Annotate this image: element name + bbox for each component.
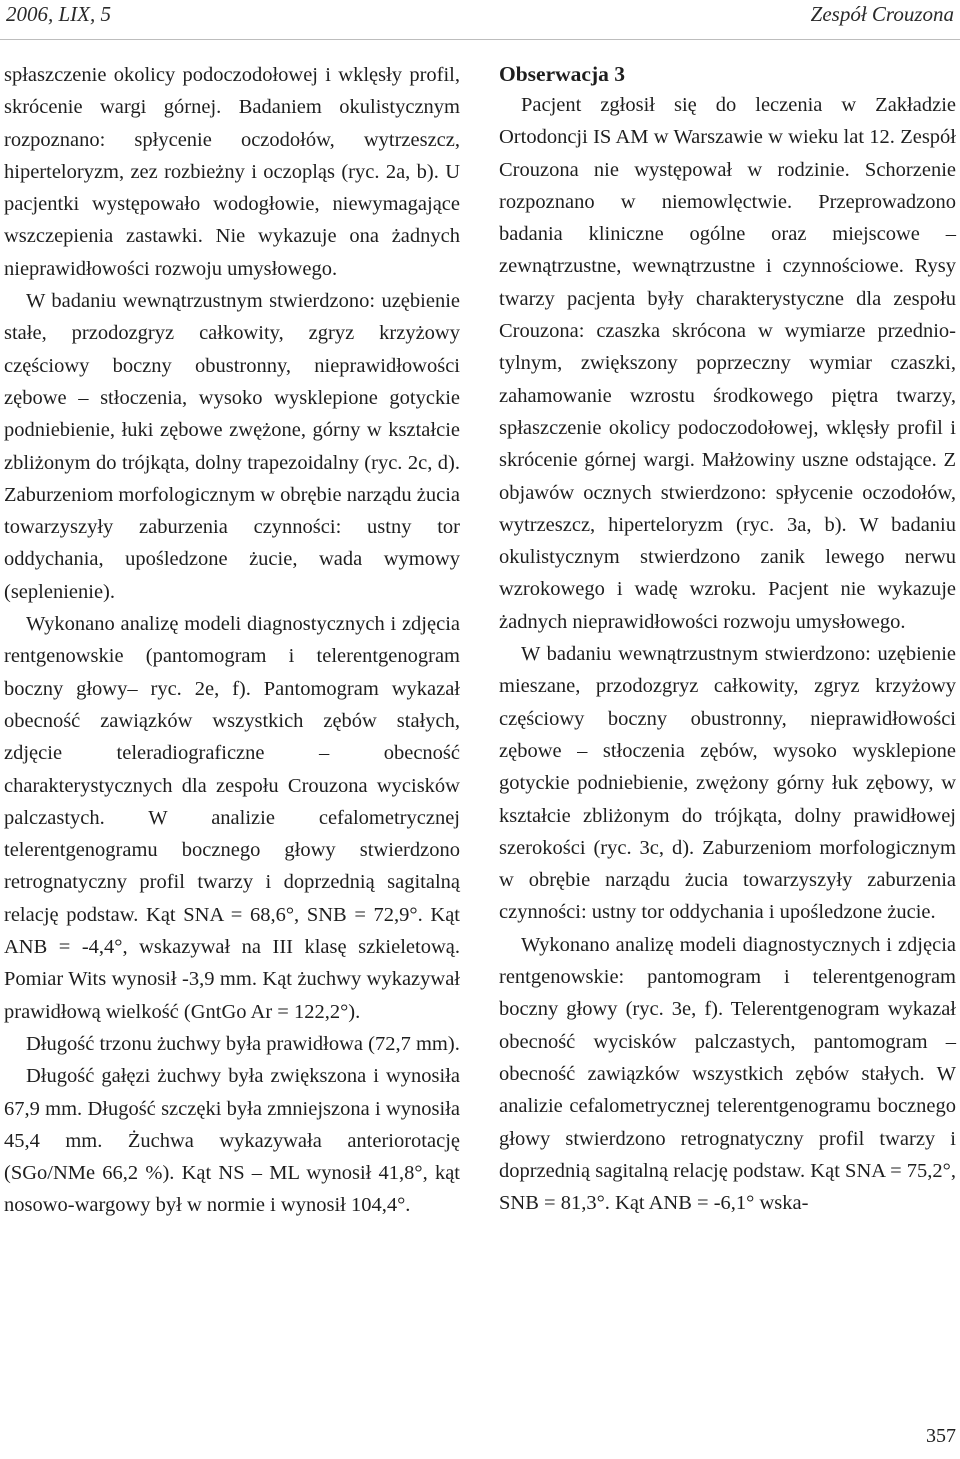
article-running-title: Zespół Crouzona [810, 2, 954, 26]
running-head [0, 0, 960, 40]
page-number: 357 [926, 1425, 956, 1447]
journal-issue: 2006, LIX, 5 [6, 2, 111, 26]
paragraph: Wykonano analizę modeli diagnostycznych i zdjęcia rentgenowskie (pantomogram i telerentgenogram boczny głowy– ryc. 2e, f). Pantomogram wykazał obecność zawiązków wszystkich zębów stałych, zdjęcie teleradiograficzne – obecność charakterystycznych dla zespołu Crouzona wycisków palczastych. W analizie cefalometrycznej telerentgenogramu bocznego głowy stwierdzono retrognatyczny profil twarzy i doprzednią sagitalną relację podstaw. Kąt SNA = 68,6°, SNB = 72,9°. Kąt ANB = -4,4°, wskazywał na III klasę szkieletową. Pomiar Wits wynosił -3,9 mm. Kąt żuchwy wykazywał prawidłową wielkość (GntGo Ar = 122,2°). [4, 613, 460, 1023]
section-heading: Obserwacja 3 [499, 62, 625, 86]
paragraph: Długość gałęzi żuchwy była zwiększona i wynosiła 67,9 mm. Długość szczęki była zmniejszona i wynosiła 45,4 mm. Żuchwa wykazywała anteriorotację (SGo/NMe 66,2 %). Kąt NS – ML wynosił 41,8°, kąt nosowo-wargowy był w normie i wynosił 104,4°. [4, 1065, 460, 1217]
paragraph: Pacjent zgłosił się do leczenia w Zakładzie Ortodoncji IS AM w Warszawie w wieku lat 12. Zespół Crouzona nie występował w rodzinie. Schorzenie rozpoznano w niemowlęctwie. Przeprowadzono badania kliniczne ogólne oraz miejscowe – zewnątrzustne, wewnątrzustne i czynnościowe. Rysy twarzy pacjenta były charakterystyczne dla zespołu Crouzona: czaszka skrócona w wymiarze przednio-tylnym, zwiększony poprzeczny wymiar czaszki, zahamowanie wzrostu środkowego piętra twarzy, spłaszczenie okolicy podoczodołowej, wklęsły profil i skrócenie górnej wargi. Małżowiny uszne odstające. Z objawów ocznych stwierdzono: spłycenie oczodołów, wytrzeszcz, hiperteloryzm (ryc. 3a, b). W badaniu okulistycznym stwierdzono zanik lewego nerwu wzrokowego i wadę wzroku. Pacjent nie wykazuje żadnych nieprawidłowości rozwoju umysłowego. [499, 94, 956, 633]
left-column [4, 59, 460, 1222]
paragraph: Wykonano analizę modeli diagnostycznych i zdjęcia rentgenowskie: pantomogram i telerentgenogram boczny głowy (ryc. 3e, f). Telerentgenogram wykazał obecność wycisków palczastych, pantomogram – obecność zawiązków wszystkich zębów stałych. W analizie cefalometrycznej telerentgenogramu bocznego głowy stwierdzono retrognatyczny profil twarzy i doprzednią sagitalną relację podstaw. Kąt SNA = 75,2°, SNB = 81,3°. Kąt ANB = -6,1° wska- [499, 933, 956, 1215]
right-column [499, 59, 956, 1219]
paragraph: W badaniu wewnątrzustnym stwierdzono: uzębienie mieszane, przodozgryz całkowity, zgryz krzyżowy częściowy boczny obustronny, nieprawidłowości zębowe – stłoczenia zębów, wysoko wysklepione gotyckie podniebienie, zwężony górny łuk zębowy, w kształcie zbliżonym do trójkąta, dolny prawidłowej szerokości (ryc. 3c, d). Zaburzeniom morfologicznym w obrębie narządu żucia towarzyszyły zaburzenia czynności: ustny tor oddychania i upośledzone żucie. [499, 643, 956, 924]
paragraph: Długość trzonu żuchwy była prawidłowa (72,7 mm). [26, 1032, 460, 1055]
paragraph: W badaniu wewnątrzustnym stwierdzono: uzębienie stałe, przodozgryz całkowity, zgryz krzyżowy częściowy boczny obustronny, nieprawidłowości zębowe – stłoczenia, wysoko wysklepione gotyckie podniebienie, łuki zębowe zwężone, górny w kształcie zbliżonym do trójkąta, dolny trapezoidalny (ryc. 2c, d). Zaburzeniom morfologicznym w obrębie narządu żucia towarzyszyły zaburzenia czynności: ustny tor oddychania, upośledzone żucie, wada wymowy (seplenienie). [4, 290, 460, 603]
paragraph: spłaszczenie okolicy podoczodołowej i wklęsły profil, skrócenie wargi górnej. Badaniem okulistycznym rozpoznano: spłycenie oczodołów, wytrzeszcz, hiperteloryzm, zez rozbieżny i oczopląs (ryc. 2a, b). U pacjentki występowało wodogłowie, niewymagające wszczepienia zastawki. Nie wykazuje ona żadnych nieprawidłowości rozwoju umysłowego. [4, 64, 460, 280]
